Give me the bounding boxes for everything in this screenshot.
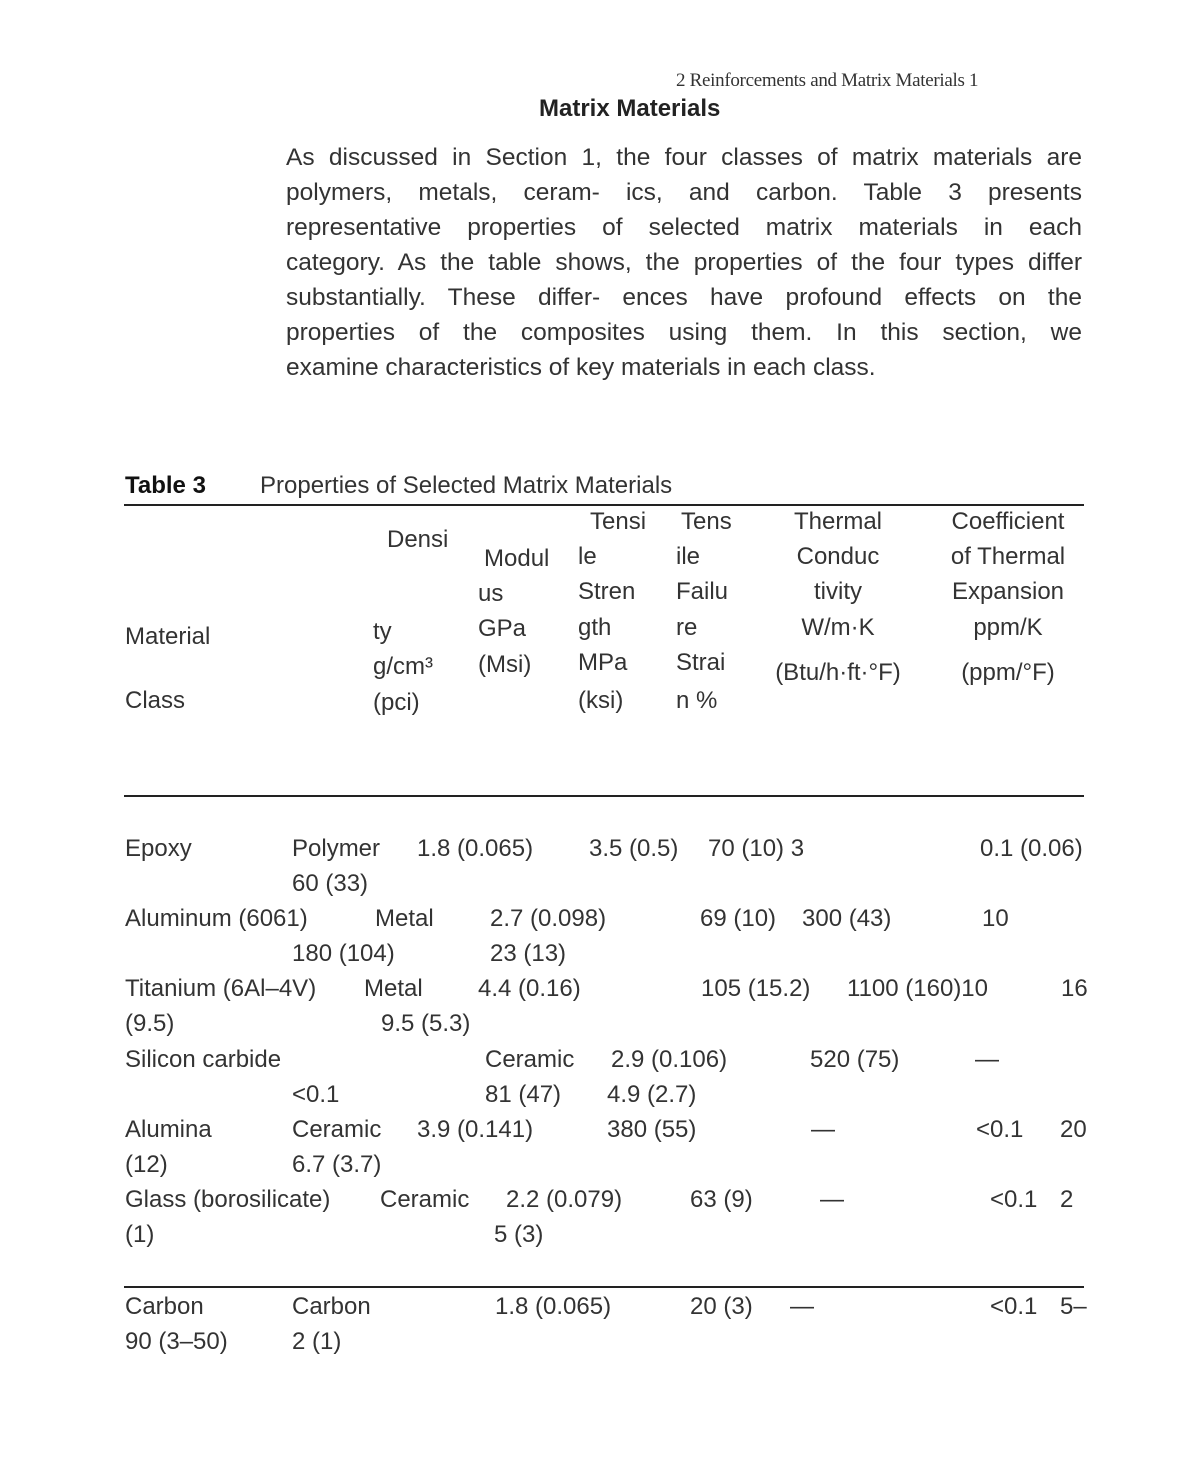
- cell-value: —: [811, 1116, 835, 1143]
- cell-class: Carbon: [292, 1293, 371, 1320]
- cell-value: 81 (47): [485, 1081, 562, 1108]
- header-modulus-unit: GPa: [478, 615, 527, 642]
- cell-value: 20: [1060, 1116, 1087, 1143]
- cell-value: 10: [982, 905, 1009, 932]
- header-thermal-expansion-unit: (ppm/°F): [961, 659, 1055, 686]
- cell-class: Metal: [375, 905, 434, 932]
- cell-value: 0.1 (0.06): [980, 835, 1083, 862]
- table-group-rule: [124, 1286, 1084, 1288]
- cell-value: 70 (10) 3: [708, 835, 805, 862]
- cell-material: Epoxy: [125, 835, 192, 862]
- header-density: Densi: [387, 526, 449, 553]
- cell-class: Ceramic: [485, 1046, 575, 1073]
- header-tensile-strength-unit: MPa: [578, 649, 628, 676]
- cell-value: 16: [1061, 975, 1088, 1002]
- cell-material: Carbon: [125, 1293, 204, 1320]
- cell-class: Ceramic: [292, 1116, 382, 1143]
- cell-value: 5–: [1060, 1293, 1087, 1320]
- cell-value: 3.9 (0.141): [417, 1116, 534, 1143]
- header-failure-strain: Tens: [681, 508, 732, 535]
- section-title: Matrix Materials: [539, 95, 721, 122]
- cell-value: 520 (75): [810, 1046, 900, 1073]
- header-tensile-strength: gth: [578, 614, 612, 641]
- table-caption: Properties of Selected Matrix Materials: [260, 472, 673, 499]
- header-thermal-expansion: of Thermal: [950, 543, 1066, 570]
- paragraph-line: properties of the composites using them. In this section, we: [286, 319, 1082, 346]
- header-thermal-conductivity: tivity: [814, 578, 862, 605]
- cell-value: (9.5): [125, 1010, 175, 1037]
- cell-class: Polymer: [292, 835, 381, 862]
- cell-value: 60 (33): [292, 870, 369, 897]
- header-density: ty: [373, 618, 392, 645]
- header-modulus-unit: (Msi): [478, 651, 532, 678]
- cell-value: 6.7 (3.7): [292, 1151, 382, 1178]
- cell-value: 63 (9): [690, 1186, 753, 1213]
- cell-value: 105 (15.2): [701, 975, 811, 1002]
- cell-value: 300 (43): [802, 905, 892, 932]
- cell-value: <0.1: [292, 1081, 340, 1108]
- header-tensile-strength-unit: (ksi): [578, 687, 624, 714]
- header-failure-strain: Failu: [676, 578, 729, 605]
- header-modulus: Modul: [484, 545, 550, 572]
- paragraph-line: polymers, metals, ceram- ics, and carbon. Table 3 presents: [286, 179, 1082, 206]
- paragraph-line: substantially. These differ- ences have profound effects on the: [286, 284, 1082, 311]
- cell-value: —: [790, 1293, 814, 1320]
- running-header: 2 Reinforcements and Matrix Materials 1: [676, 70, 979, 91]
- cell-value: <0.1: [990, 1293, 1038, 1320]
- table-number: Table 3: [125, 472, 206, 499]
- cell-value: 23 (13): [490, 940, 567, 967]
- cell-value: 20 (3): [690, 1293, 753, 1320]
- cell-value: 69 (10): [700, 905, 777, 932]
- header-failure-strain-unit: n %: [676, 687, 718, 714]
- paragraph-line: As discussed in Section 1, the four classes of matrix materials are: [286, 144, 1082, 171]
- header-thermal-expansion: Expansion: [951, 578, 1065, 605]
- header-class: Class: [125, 687, 186, 714]
- header-thermal-conductivity: Thermal: [793, 508, 883, 535]
- table-top-rule: [124, 504, 1084, 506]
- table-header-rule: [124, 795, 1084, 797]
- cell-value: 5 (3): [494, 1221, 544, 1248]
- cell-value: 1100 (160)10: [847, 975, 988, 1002]
- header-failure-strain: ile: [676, 543, 701, 570]
- cell-material: Alumina: [125, 1116, 212, 1143]
- cell-value: 180 (104): [292, 940, 395, 967]
- cell-value: 4.9 (2.7): [607, 1081, 697, 1108]
- paragraph-line: representative properties of selected matrix materials in each: [286, 214, 1082, 241]
- body-paragraph: [286, 140, 1082, 385]
- cell-value: 380 (55): [607, 1116, 697, 1143]
- cell-value: 4.4 (0.16): [478, 975, 581, 1002]
- cell-class: Ceramic: [380, 1186, 470, 1213]
- cell-value: <0.1: [976, 1116, 1024, 1143]
- cell-value: 9.5 (5.3): [381, 1010, 471, 1037]
- cell-material: Silicon carbide: [125, 1046, 282, 1073]
- cell-value: 1.8 (0.065): [417, 835, 534, 862]
- cell-class: Metal: [364, 975, 423, 1002]
- cell-material: Titanium (6Al–4V): [125, 975, 317, 1002]
- cell-value: <0.1: [990, 1186, 1038, 1213]
- cell-value: 2 (1): [292, 1328, 342, 1355]
- cell-value: 90 (3–50): [125, 1328, 228, 1355]
- cell-value: 2.9 (0.106): [611, 1046, 728, 1073]
- header-thermal-conductivity: Conduc: [796, 543, 880, 570]
- cell-material: Aluminum (6061): [125, 905, 308, 932]
- cell-value: —: [820, 1186, 844, 1213]
- header-thermal-conductivity-unit: (Btu/h·ft·°F): [775, 659, 901, 686]
- cell-value: 2.7 (0.098): [490, 905, 607, 932]
- header-tensile-strength: le: [578, 543, 597, 570]
- header-tensile-strength: Tensi: [590, 508, 647, 535]
- cell-material: Glass (borosilicate): [125, 1186, 331, 1213]
- header-thermal-expansion-unit: ppm/K: [973, 614, 1043, 641]
- cell-value: (12): [125, 1151, 168, 1178]
- paragraph-line: category. As the table shows, the properties of the four types differ: [286, 249, 1082, 276]
- header-modulus: us: [478, 580, 504, 607]
- cell-value: 2: [1060, 1186, 1074, 1213]
- cell-value: 3.5 (0.5): [589, 835, 679, 862]
- header-density-unit: (pci): [373, 689, 420, 716]
- header-thermal-conductivity-unit: W/m·K: [801, 614, 875, 641]
- header-failure-strain: Strai: [676, 649, 726, 676]
- cell-value: 1.8 (0.065): [495, 1293, 612, 1320]
- paragraph-line: examine characteristics of key materials in each class.: [286, 354, 876, 381]
- table-label: [125, 472, 206, 500]
- header-density-unit: g/cm³: [373, 653, 433, 680]
- header-material: Material: [125, 623, 211, 650]
- cell-value: —: [975, 1046, 999, 1073]
- header-tensile-strength: Stren: [578, 578, 636, 605]
- header-thermal-expansion: Coefficient: [951, 508, 1065, 535]
- cell-value: 2.2 (0.079): [506, 1186, 623, 1213]
- cell-value: (1): [125, 1221, 155, 1248]
- header-failure-strain: re: [676, 614, 698, 641]
